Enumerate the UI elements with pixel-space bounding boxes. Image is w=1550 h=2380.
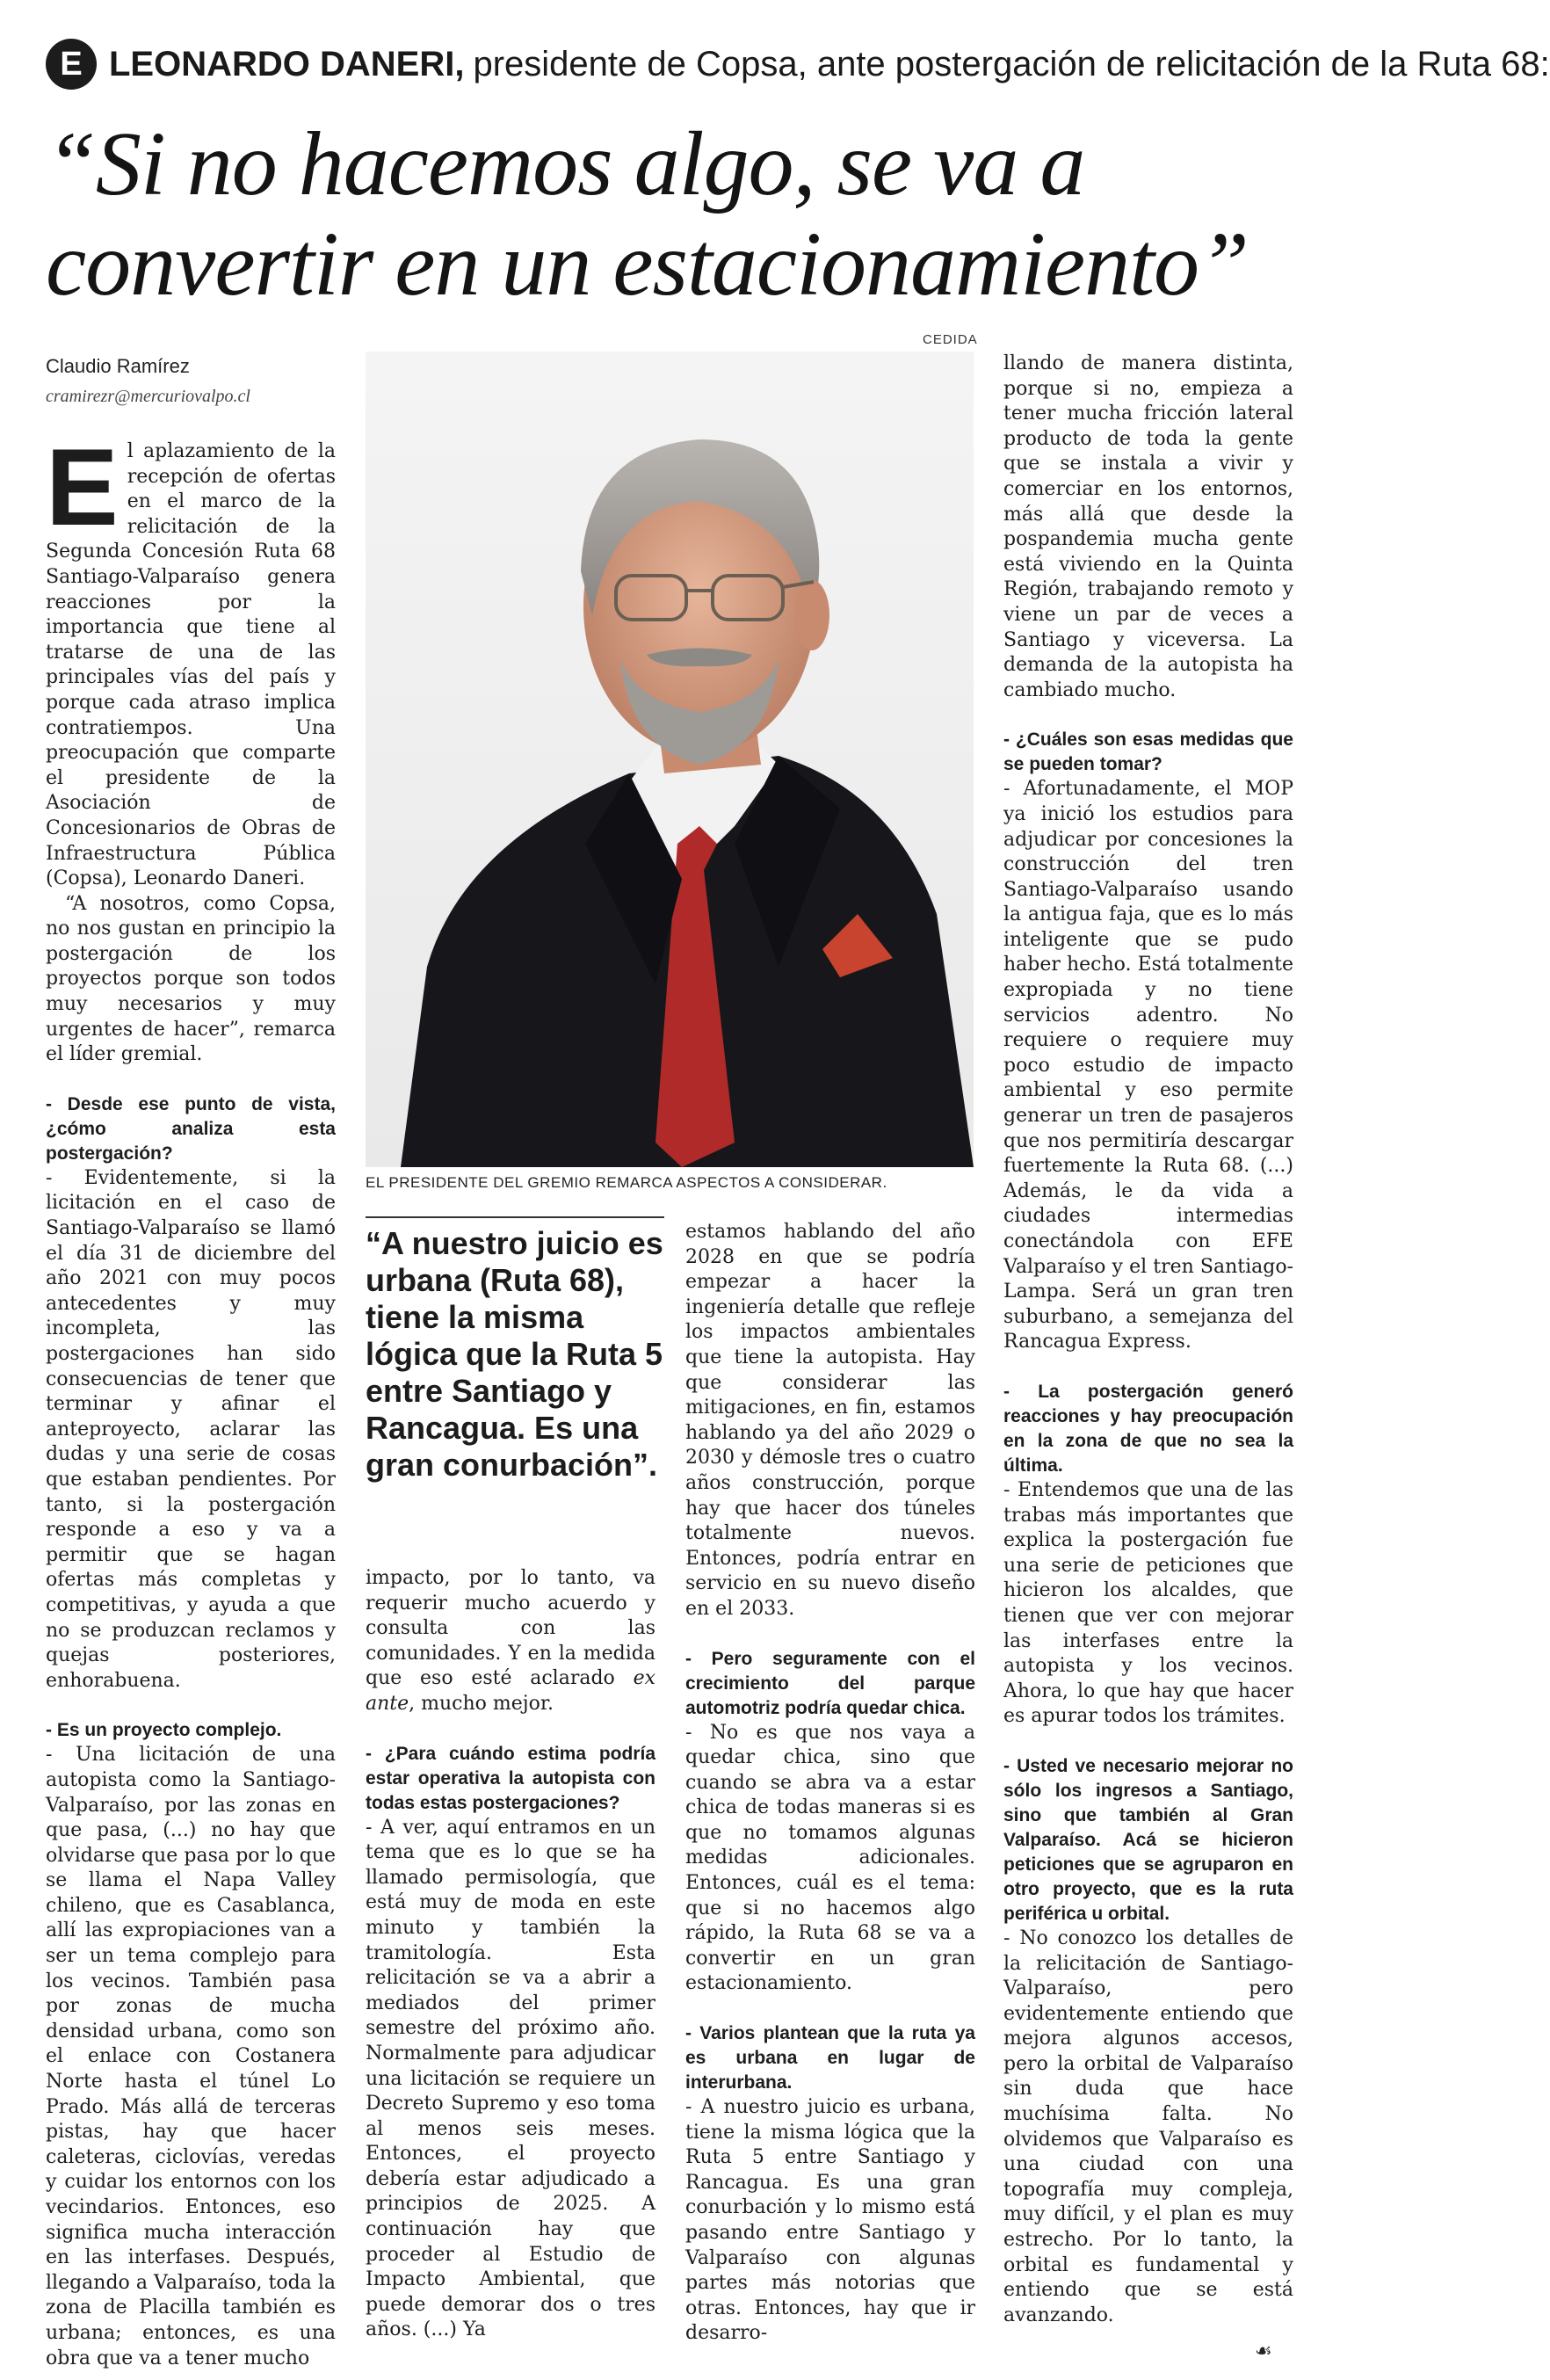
answer-continued: estamos hablando del año 2028 en que se podría empezar a hacer la ingeniería detalle que refleje los impactos ambientales que tiene la autopista. Hay que considerar las mitigaciones, en fin, estamos hablando ya del año 2029 o 2030 y démosle tres o cuatro años construcción, porque hay que hacer dos túneles totalmente nuevos. Entonces, podría entrar en servicio en su nuevo diseño en el 2033. [685, 1221, 975, 1620]
headline-line-1: “Si no hacemos algo, se va a [46, 113, 1085, 214]
headline [46, 114, 1293, 315]
intro-text: l aplazamiento de la recepción de ofertas en el marco de la relicitación de la Segunda Concesión Ruta 68 Santiago-Valparaíso genera reacciones por la importancia que tiene al tratarse de una de las principales vías del país y porque cada atraso implica contratiempos. Una preocupación que comparte el presidente de la Asociación de Concesionarios de Obras de Infraestructura Pública (Copsa), Leonardo Daneri. [46, 440, 336, 890]
column-3 [685, 1220, 975, 2347]
headline-line-2: convertir en un estacionamiento” [46, 214, 1249, 315]
column-2 [366, 1566, 655, 2343]
answer: - A ver, aquí entramos en un tema que es lo que se ha llamado permisología, que está muy de moda en este minuto y también la tramitología. Esta relicitación se va a abrir a mediados del primer semestre del próximo año. Normalmente para adjudicar una licitación se requiere un Decreto Supremo y eso toma al menos seis meses. Entonces, el proyecto debería estar adjudicado a principios de 2025. A continuación hay que proceder al Estudio de Impacto Ambiental, que puede demorar dos o tres años. (...) Ya [366, 1816, 655, 2341]
question: - Desde ese punto de vista, ¿cómo analiza esta postergación? [46, 1093, 336, 1164]
answer: - No conozco los detalles de la relicitación de Santiago-Valparaíso, pero evidentemente entiendo que mejora algunos accesos, pero la orbital de Valparaíso sin duda que hace muchísima falta. No olvidemos que Valparaíso es una ciudad con una topografía muy compleja, muy difícil, y el plan es muy estrecho. Por lo tanto, la orbital es fundamental y entiendo que se está avanzando. [1003, 1926, 1293, 2326]
answer: - Afortunadamente, el MOP ya inició los estudios para adjudicar por concesiones la construcción del tren Santiago-Valparaíso usando la antigua faja, que es lo más inteligente que se pudo haber hecho. Está totalmente expropiada y no tiene servicios adentro. No requiere o requiere muy poco estudio de impacto ambiental y eso permite generar un tren de pasajeros que nos permitiría descargar fuertemente la Ruta 68. (...) Además, le da vida a ciudades intermedias conectándola con EFE Valparaíso y el tren Santiago-Lampa. Será un gran tren suburbano, a semejanza del Rancagua Express. [1003, 778, 1293, 1353]
author-name: Claudio Ramírez [46, 355, 190, 377]
kicker-name: LEONARDO DANERI, [109, 44, 465, 83]
answer: - A nuestro juicio es urbana, tiene la misma lógica que la Ruta 5 entre Santiago y Rancagua. Es una gran conurbación y lo mismo está pasando entre Santiago y Valparaíso con algunas partes más notorias que otras. Entonces, hay que ir desarro- [685, 2096, 975, 2345]
portrait-photo [366, 352, 974, 1167]
question: - Es un proyecto complejo. [46, 1720, 282, 1741]
column-4 [1003, 352, 1293, 2328]
pull-quote: “A nuestro juicio es urbana (Ruta 68), tiene la misma lógica que la Ruta 5 entre Santiago y Rancagua. Es una gran conurbación”. [366, 1225, 663, 1483]
portrait-illustration [366, 352, 974, 1167]
question: - Pero seguramente con el crecimiento del parque automotriz podría quedar chica. [685, 1648, 975, 1718]
section-badge: E [46, 39, 97, 90]
answer: - No es que nos vaya a quedar chica, sino que cuando se abra va a estar chica de todas maneras si es que no tomamos algunas medidas adicionales. Entonces, cuál es el tema: que si no hacemos algo rápido, la Ruta 68 se va a convertir en un gran estacionamiento. [685, 1721, 975, 1995]
kicker-text: presidente de Copsa, ante postergación de relicitación de la Ruta 68: [473, 44, 1550, 83]
column-1 [46, 427, 336, 2371]
answer: - Evidentemente, si la licitación en el caso de Santiago-Valparaíso se llamó el día 31 de diciembre del año 2021 con muy pocos antecedentes y muy incompleta, las postergaciones han sido consecuencias de tener que terminar y afinar el anteproyecto, aclarar las dudas y una serie de cosas que estaban pendientes. Por tanto, si la postergación responde a eso y va a permitir que se hagan ofertas más completas y competitivas, y ayuda a que no se produzcan reclamos y quejas posteriores, enhorabuena. [46, 1166, 336, 1692]
italic-term: ex ante [366, 1667, 655, 1715]
author-email: cramirezr@mercuriovalpo.cl [46, 387, 250, 406]
question: - La postergación generó reacciones y hay preocupación en la zona de que no sea la última. [1003, 1381, 1293, 1476]
pullquote-rule [366, 1216, 664, 1218]
question: - Varios plantean que la ruta ya es urbana en lugar de interurbana. [685, 2023, 975, 2093]
answer-text: , mucho mejor. [409, 1692, 554, 1715]
answer-continued: llando de manera distinta, porque si no, empieza a tener mucha fricción lateral producto de toda la gente que se instala a vivir y comerciar en los entornos, más allá que desde la pospandemia mucha gente está viviendo en la Quinta Región, trabajando remoto y viene un par de veces a Santiago y viceversa. La demanda de la autopista ha cambiado mucho. [1003, 352, 1293, 701]
question: - ¿Cuáles son esas medidas que se pueden tomar? [1003, 729, 1293, 775]
paragraph: “A nosotros, como Copsa, no nos gustan en principio la postergación de los proyectos porque son todos muy necesarios y muy urgentes de hacer”, remarca el líder gremial. [46, 892, 336, 1066]
question: - Usted ve necesario mejorar no sólo los ingresos a Santiago, sino que también al Gran Valparaíso. Acá se hicieron peticiones que se agruparon en otro proyecto, que es la ruta periférica u orbital. [1003, 1755, 1293, 1924]
photo-credit: CEDIDA [923, 332, 978, 347]
answer: - Entendemos que una de las trabas más importantes que explica la postergación fue una serie de peticiones que hicieron los alcaldes, que tienen que ver con mejorar las interfases entre la autopista y los vecinos. Ahora, lo que hay que hacer es apurar todos los trámites. [1003, 1478, 1293, 1728]
photo-caption: EL PRESIDENTE DEL GREMIO REMARCA ASPECTOS A CONSIDERAR. [366, 1174, 887, 1191]
intro-paragraph [46, 427, 336, 892]
end-mark-icon: ☙ [1255, 2340, 1272, 2362]
question: - ¿Para cuándo estima podría estar operativa la autopista con todas estas postergaciones? [366, 1743, 655, 1813]
drop-cap: E [46, 427, 119, 548]
answer-text: impacto, por lo tanto, va requerir mucho acuerdo y consulta con las comunidades. Y en la medida que eso esté aclarado [366, 1567, 655, 1690]
article-kicker [46, 33, 1550, 95]
answer-continued [366, 1566, 655, 1717]
answer: - Una licitación de una autopista como la Santiago-Valparaíso, por las zonas en que pasa, (...) no hay que olvidarse que pasa por lo que se llama el Napa Valley chileno, que es Casablanca, allí las expropiaciones van a ser un tema complejo para los vecinos. También pasa por zonas de mucha densidad urbana, como son el enlace con Costanera Norte hasta el túnel Lo Prado. Más allá de terceras pistas, hay que hacer caleteras, ciclovías, veredas y cuidar los entornos con los vecindarios. Entonces, eso significa mucha interacción en las interfases. Después, llegando a Valparaíso, toda la zona de Placilla también es urbana; entonces, es una obra que va a tener mucho [46, 1744, 336, 2369]
